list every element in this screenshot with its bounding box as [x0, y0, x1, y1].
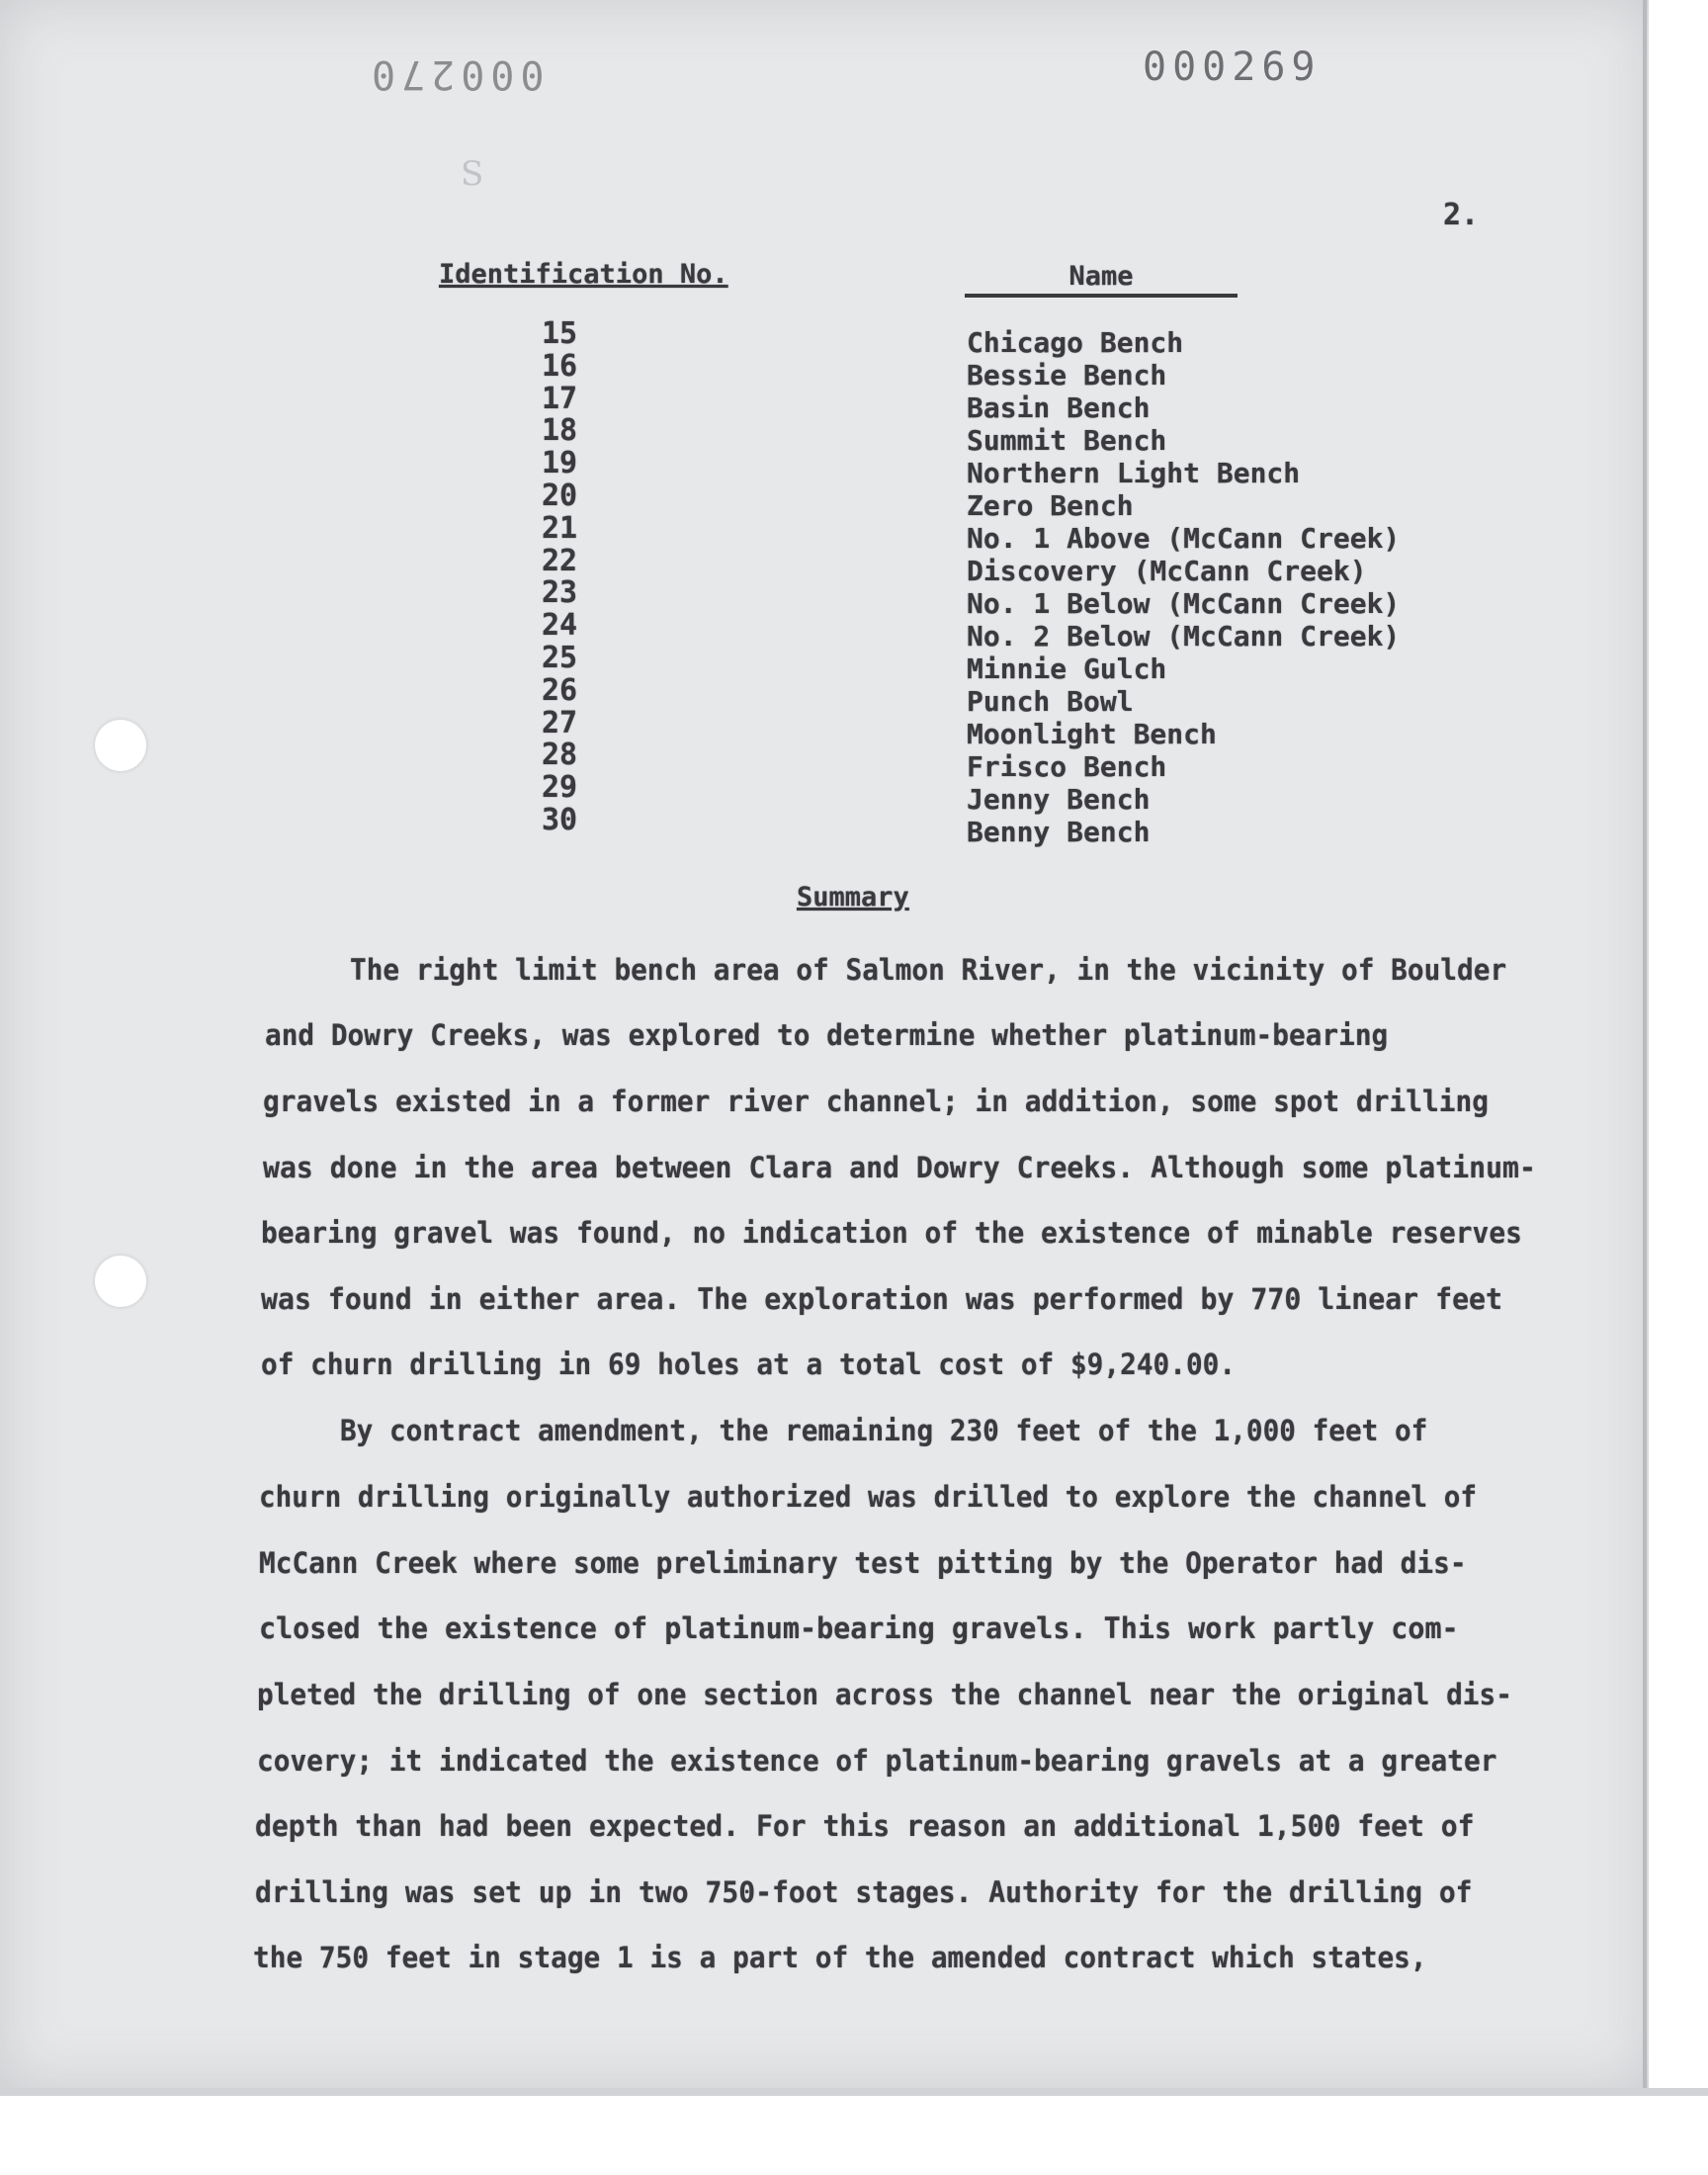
id-cell: 28: [542, 738, 578, 773]
paragraph-line: was found in either area. The exploration was performed by 770 linear feet: [261, 1282, 1503, 1316]
name-cell: Moonlight Bench: [967, 718, 1217, 750]
name-cell: Minnie Gulch: [967, 652, 1167, 685]
id-cell: 26: [542, 672, 578, 708]
name-cell: Frisco Bench: [967, 750, 1167, 783]
id-cell: 24: [542, 608, 578, 644]
name-cell: No. 1 Below (McCann Creek): [967, 587, 1401, 620]
name-cell: Basin Bench: [967, 392, 1151, 424]
id-cell: 22: [542, 543, 578, 578]
page-number: 2.: [1443, 198, 1480, 232]
id-cell: 30: [542, 802, 578, 837]
id-cell: 21: [542, 510, 578, 546]
page-edge: [1643, 0, 1647, 2088]
section-heading-summary: Summary: [797, 882, 909, 913]
name-list: [967, 326, 1400, 848]
paragraph-line: the 750 feet in stage 1 is a part of the amended contract which states,: [253, 1941, 1427, 1974]
punch-hole: [95, 1256, 146, 1307]
id-cell: 17: [542, 381, 578, 416]
id-cell: 29: [542, 770, 578, 806]
name-cell: Chicago Bench: [967, 326, 1184, 359]
identification-number-list: [542, 318, 577, 837]
stamp-number-inverted: 000270: [366, 51, 545, 97]
id-cell: 25: [542, 640, 578, 675]
name-cell: Punch Bowl: [967, 685, 1134, 718]
stamp-number: 000269: [1143, 44, 1322, 90]
id-cell: 16: [542, 348, 578, 384]
scan-bottom-strip: [0, 2088, 1708, 2096]
column-header-identification: Identification No.: [439, 259, 728, 290]
id-cell: 23: [542, 575, 578, 611]
name-cell: Benny Bench: [967, 816, 1151, 848]
name-cell: Jenny Bench: [967, 783, 1151, 816]
paragraph-line: The right limit bench area of Salmon River, in the vicinity of Boulder: [350, 953, 1507, 987]
name-cell: Bessie Bench: [967, 359, 1167, 392]
name-cell: No. 1 Above (McCann Creek): [967, 522, 1401, 555]
paragraph-line: covery; it indicated the existence of platinum-bearing gravels at a greater: [257, 1744, 1497, 1778]
name-cell: Northern Light Bench: [967, 457, 1301, 489]
paragraph-line: churn drilling originally authorized was drilled to explore the channel of: [259, 1480, 1478, 1514]
paragraph-line: of churn drilling in 69 holes at a total cost of $9,240.00.: [261, 1348, 1237, 1381]
paragraph-line: was done in the area between Clara and Dowry Creeks. Although some platinum-: [263, 1151, 1536, 1184]
id-cell: 20: [542, 478, 578, 513]
name-cell: No. 2 Below (McCann Creek): [967, 620, 1401, 652]
name-cell: Summit Bench: [967, 424, 1167, 457]
faint-pencil-mark: S: [461, 154, 484, 194]
paragraph-line: and Dowry Creeks, was explored to determine whether platinum-bearing: [265, 1018, 1389, 1052]
paragraph-line: McCann Creek where some preliminary test pitting by the Operator had dis-: [259, 1546, 1467, 1580]
paragraph-line: bearing gravel was found, no indication of the existence of minable reserves: [261, 1216, 1522, 1250]
paragraph-line: gravels existed in a former river channel; in addition, some spot drilling: [263, 1085, 1490, 1118]
id-cell: 18: [542, 413, 578, 449]
name-cell: Zero Bench: [967, 489, 1134, 522]
punch-hole: [95, 720, 146, 771]
column-header-name: Name: [965, 261, 1238, 298]
paragraph-line: pleted the drilling of one section across the channel near the original dis-: [257, 1678, 1512, 1711]
id-cell: 19: [542, 446, 578, 481]
id-cell: 27: [542, 705, 578, 740]
id-cell: 15: [542, 316, 578, 351]
paragraph-line: depth than had been expected. For this reason an additional 1,500 feet of: [255, 1809, 1475, 1843]
paragraph-line: closed the existence of platinum-bearing gravels. This work partly com-: [259, 1611, 1459, 1645]
paragraph-line: By contract amendment, the remaining 230 feet of the 1,000 feet of: [340, 1414, 1428, 1447]
name-cell: Discovery (McCann Creek): [967, 555, 1367, 587]
paragraph-line: drilling was set up in two 750-foot stages. Authority for the drilling of: [255, 1875, 1473, 1909]
